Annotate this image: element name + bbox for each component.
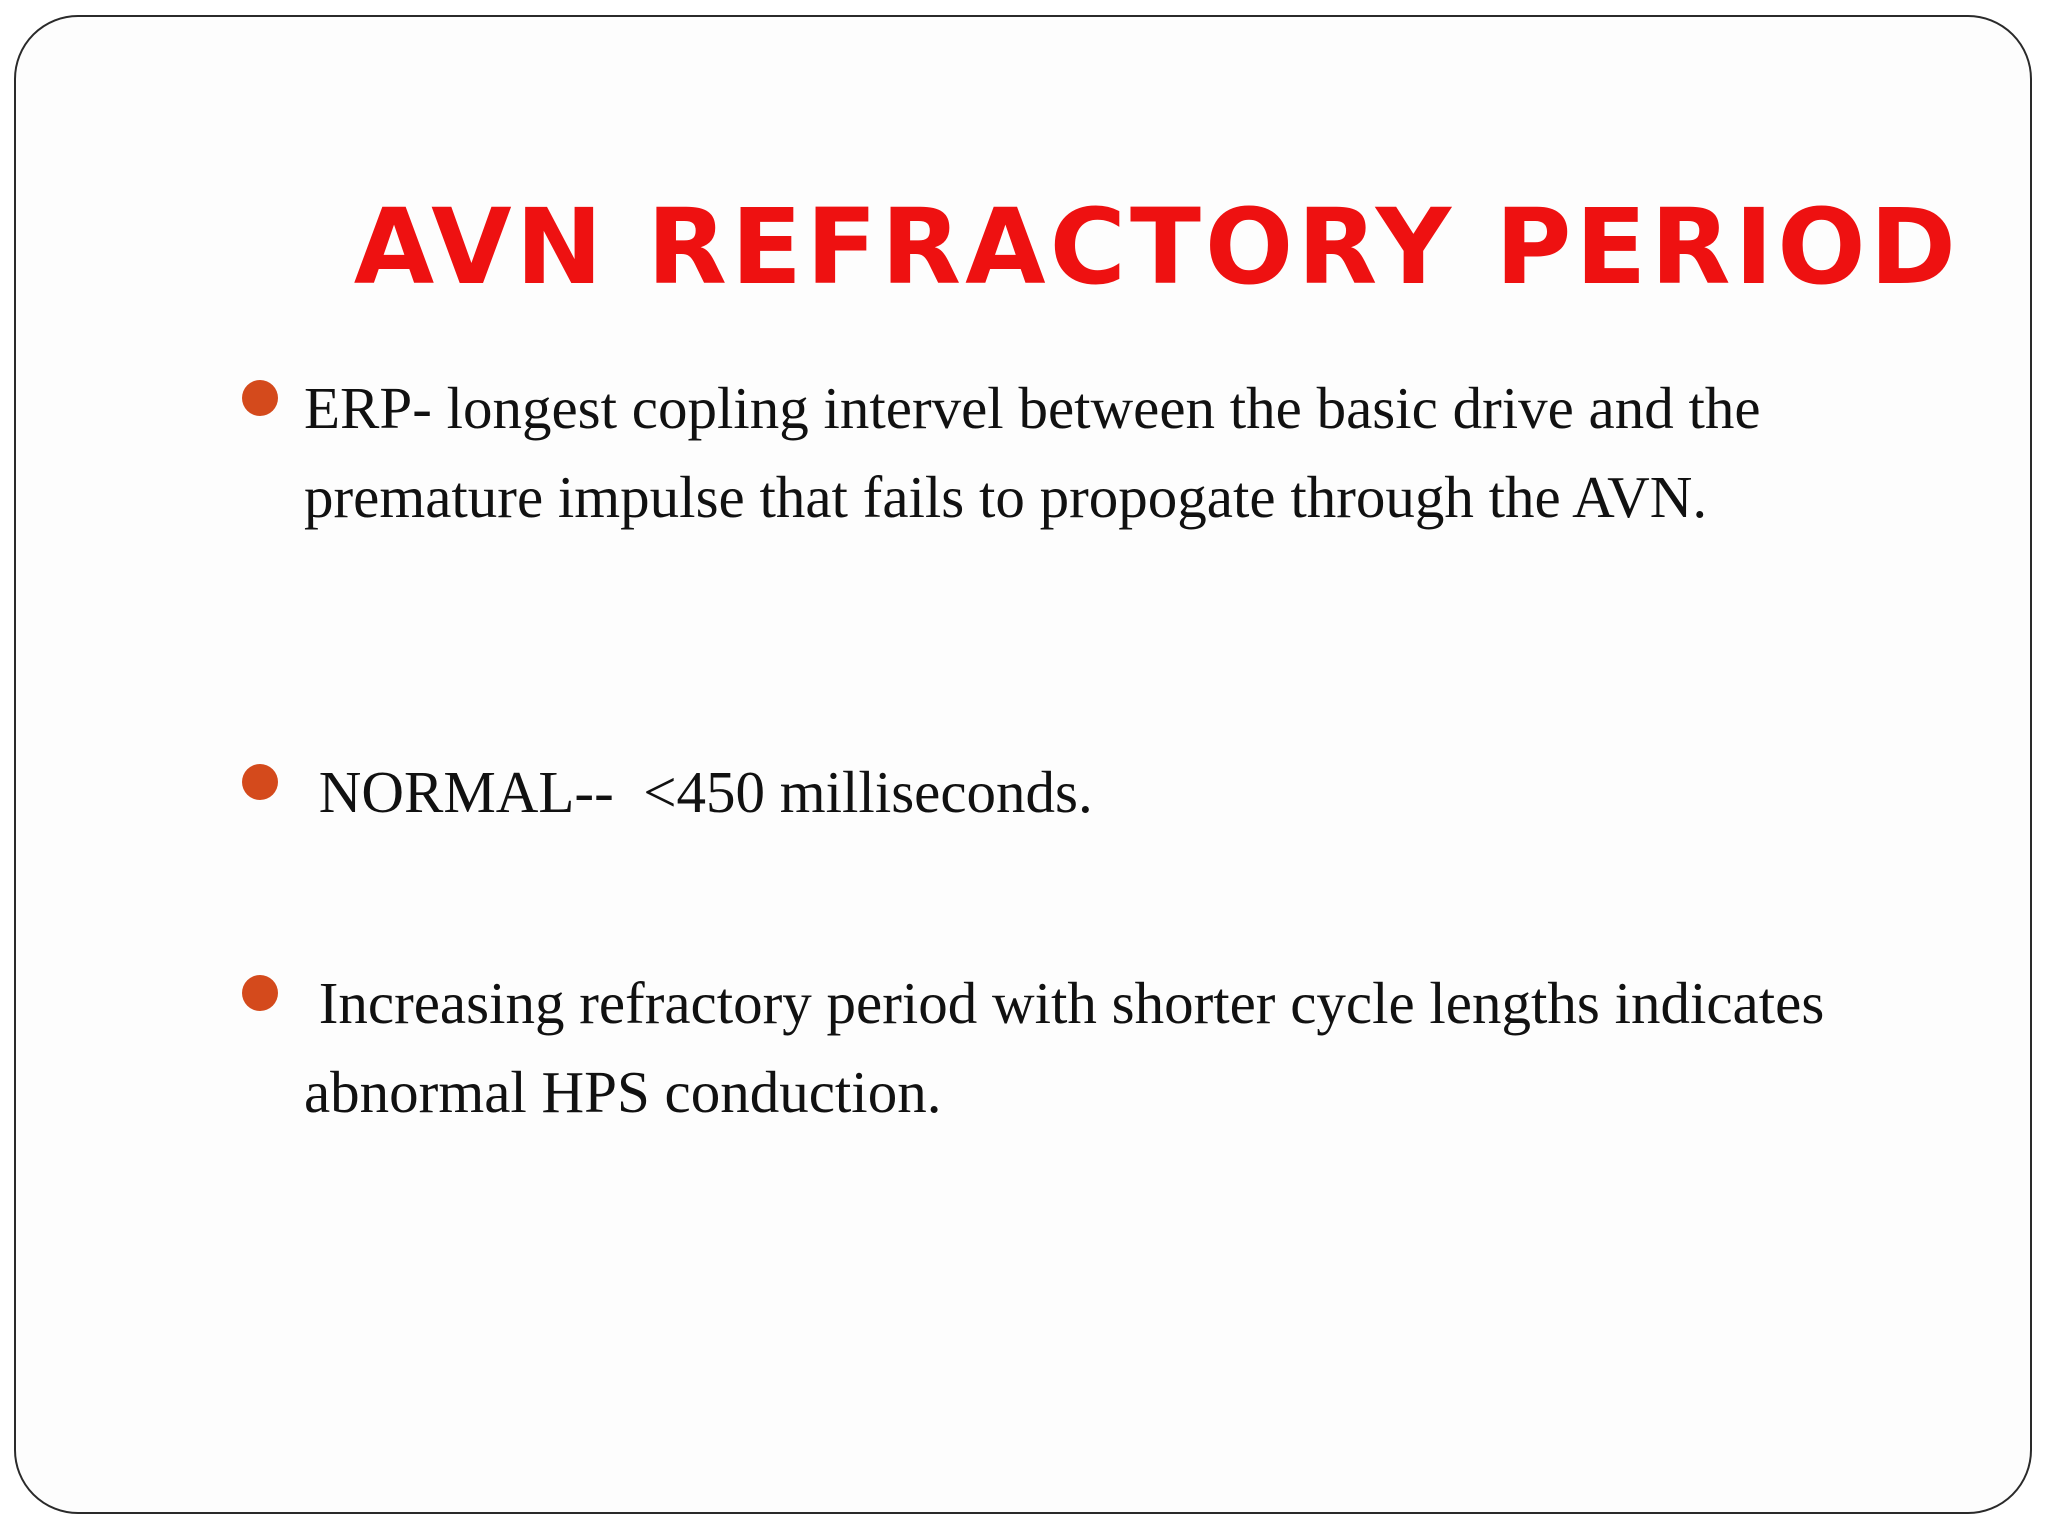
slide-frame [14,15,2032,1514]
bullet-dot-icon [242,380,278,416]
slide-title: AVN REFRACTORY PERIOD [353,186,1960,308]
bullet-dot-icon [242,975,278,1011]
bullet-dot-icon [242,764,278,800]
bullet-text: NORMAL-- <450 milliseconds. [304,759,1093,825]
bullet-text: Increasing refractory period with shorter cycle lengths indicates abnormal HPS conduction. [304,970,1840,1125]
bullet-text: ERP- longest copling intervel between the basic drive and the premature impulse that fails to propogate through the AVN. [304,375,1776,530]
